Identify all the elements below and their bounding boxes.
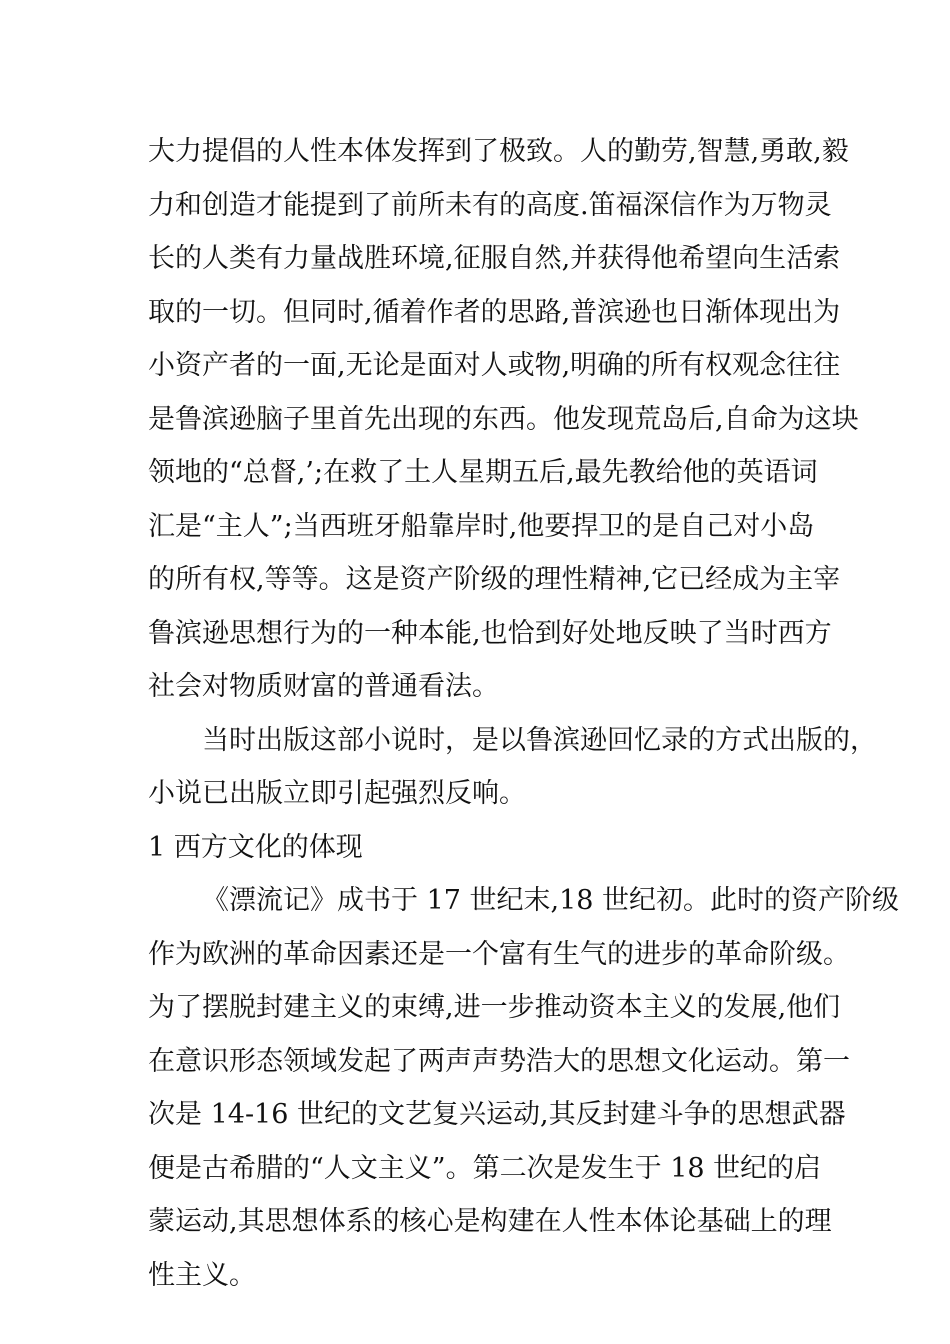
- text-line: 长的人类有力量战胜环境,征服自然,并获得他希望向生活索: [148, 243, 841, 274]
- document-body: [148, 125, 900, 1302]
- text-line: 蒙运动,其思想体系的核心是构建在人性本体论基础上的理: [148, 1206, 832, 1237]
- text-line: 鲁滨逊思想行为的一种本能,也恰到好处地反映了当时西方: [148, 617, 832, 649]
- text-line: 小资产者的一面,无论是面对人或物,明确的所有权观念往往: [148, 350, 841, 381]
- text-line: 的所有权,等等。这是资产阶级的理性精神,它已经成为主宰: [148, 564, 841, 595]
- text-line: 社会对物质财富的普通看法。: [148, 671, 499, 702]
- text-line: 力和创造才能提到了前所未有的高度.笛福深信作为万物灵: [148, 189, 832, 221]
- paragraph-first-line: 当时出版这部小说时，是以鲁滨逊回忆录的方式出版的，: [202, 724, 877, 756]
- text-line: 汇是“主人”;当西班牙船靠岸时,他要捍卫的是自己对小岛: [148, 510, 815, 542]
- paragraph-first-line: 《漂流记》成书于 17 世纪末,18 世纪初。此时的资产阶级: [202, 885, 900, 916]
- text-line: 取的一切。但同时,循着作者的思路,普滨逊也日渐体现出为: [148, 296, 841, 328]
- text-line: 领地的“总督,’;在救了土人星期五后,最先教给他的英语词: [148, 457, 818, 488]
- text-line: 在意识形态领域发起了两声声势浩大的思想文化运动。第一: [148, 1045, 850, 1077]
- text-line: 小说已出版立即引起强烈反响。: [148, 778, 526, 809]
- text-line: 为了摆脱封建主义的束缚,进一步推动资本主义的发展,他们: [148, 992, 841, 1023]
- text-line: 次是 14-16 世纪的文艺复兴运动,其反封建斗争的思想武器: [148, 1099, 846, 1130]
- text-line: 作为欧洲的革命因素还是一个富有生气的进步的革命阶级。: [148, 938, 850, 970]
- text-line: 性主义。: [148, 1259, 256, 1291]
- text-line: 是鲁滨逊脑子里首先出现的东西。他发现荒岛后,自命为这块: [148, 403, 859, 435]
- section-heading: 1 西方文化的体现: [148, 831, 363, 863]
- text-line: 大力提倡的人性本体发挥到了极致。人的勤劳,智慧,勇敢,毅: [148, 136, 849, 167]
- text-line: 便是古希腊的“人文主义”。第二次是发生于 18 世纪的启: [148, 1152, 822, 1184]
